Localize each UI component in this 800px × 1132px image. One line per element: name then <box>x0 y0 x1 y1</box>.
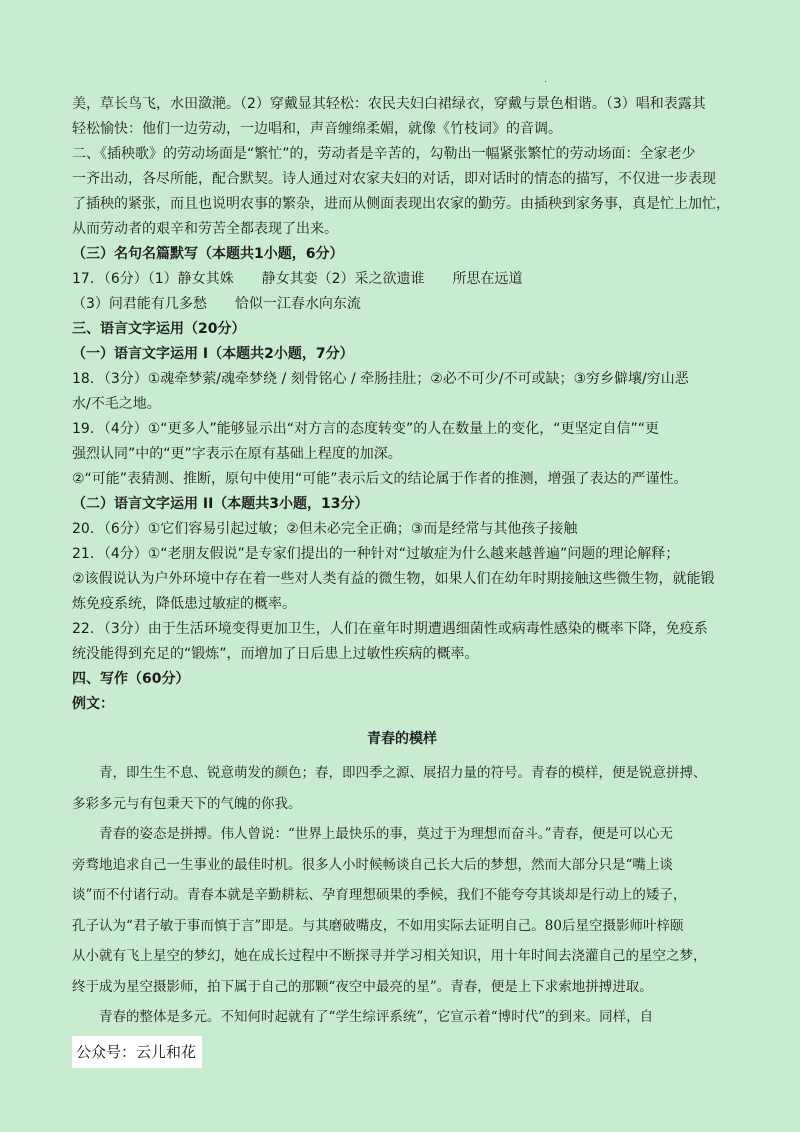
document-page <box>72 92 732 1033</box>
essay-title: 青春的模样 <box>367 731 437 747</box>
q20-line-1: 20．（6分）①它们容易引起过敏；②但未必完全正确；③而是经常与其他孩子接触 <box>72 521 578 537</box>
answer-block <box>72 92 732 242</box>
q21-line-3: 炼免疫系统，降低患过敏症的概率。 <box>72 596 296 612</box>
sub1-heading: （一）语言文字运用 I（本题共2小题，7分） <box>72 346 354 362</box>
q21-line-1: 21．（4分）①“老朋友假说”是专家们提出的一种针对“过敏症为什么越来越普遍”问题的理论解释； <box>72 546 680 562</box>
q18-line-1: 18．（3分）①魂牵梦萦/魂牵梦绕 / 刻骨铭心 / 牵肠挂肚；②必不可少/不可或缺；③穷乡僻壤/穷山恶 <box>72 371 689 387</box>
example-label: 例文： <box>72 696 114 712</box>
q18-line-2: 水/不毛之地。 <box>72 396 161 412</box>
answer-line-5: 了插秧的紧张，而且也说明农事的繁杂，进而从侧面表现出农家的勤劳。由插秧到家务事，真是忙上加忙， <box>72 196 730 212</box>
essay-line-9: 青春的整体是多元。不知何时起就有了“学生综评系统”，它宣示着“博时代”的到来。同样，自 <box>72 1009 654 1025</box>
essay-line-5: 谈”而不付诸行动。青春本就是辛勤耕耘、孕育理想硕果的季候，我们不能夸夸其谈却是行动上的矮子， <box>72 887 687 903</box>
q19-line-3: ②“可能”表猜测、推断，原句中使用“可能”表示后文的结论属于作者的推测，增强了表达的严谨性。 <box>72 471 688 487</box>
essay-line-2: 多彩多元与有包秉天下的气魄的你我。 <box>72 795 302 812</box>
q19-line-1: 19．（4分）①“更多人”能够显示出“对方言的态度转变”的人在数量上的变化，“更坚定自信”“更 <box>72 421 660 437</box>
essay-line-4: 旁骛地追求自己一生事业的最佳时机。很多人小时候畅谈自己长大后的梦想，然而大部分只是“嘴上谈 <box>72 856 673 873</box>
q22-line-2: 统没能得到充足的“锻炼”，而增加了日后患上过敏性疾病的概率。 <box>72 646 479 662</box>
answer-line-3: 二、《插秧歌》的劳动场面是“繁忙”的，劳动者是辛苦的，勾勒出一幅紧张繁忙的劳动场面：全家老少 <box>72 146 696 162</box>
answer-line-1: 美，草长鸟飞，水田潋滟。（2）穿戴显其轻松：农民夫妇白裙绿衣，穿戴与景色相谐。（3）唱和表露其 <box>72 96 706 112</box>
part3-heading: 三、语言文字运用（20分） <box>72 321 246 337</box>
essay-line-8: 终于成为星空摄影师，拍下属于自己的那颗“夜空中最亮的星”。青春，便是上下求索地拼搏进取。 <box>72 978 653 995</box>
q17-line-1: 17．（6分）（1）静女其姝 静女其娈（2）采之欲遗谁 所思在远道 <box>72 271 523 287</box>
answer-line-6: 从而劳动者的艰辛和劳苦全都表现了出来。 <box>72 221 338 237</box>
essay-line-6: 孔子认为“君子敏于事而慎于言”即是。与其磨破嘴皮，不如用实际去证明自己。80后星空摄影师叶梓颐 <box>72 917 684 934</box>
essay-line-1: 青，即生生不息、锐意萌发的颜色；春，即四季之源、展招力量的符号。青春的模样，便是锐意拼搏、 <box>72 765 707 781</box>
q17-line-2: （3）问君能有几多愁 恰似一江春水向东流 <box>72 296 361 312</box>
essay-line-7: 从小就有飞上星空的梦幻，她在成长过程中不断探寻并学习相关知识，用十年时间去浇灌自己的星空之梦， <box>72 948 707 964</box>
wechat-account-badge: 公众号：云儿和花 <box>72 1036 202 1068</box>
q19-line-2: 强烈认同”中的“更”字表示在原有基础上程度的加深。 <box>72 446 402 462</box>
sub2-heading: （二）语言文字运用 II（本题共3小题，13分） <box>72 496 369 512</box>
section3-heading: （三）名句名篇默写（本题共1小题，6分） <box>72 246 344 262</box>
answer-line-2: 轻松愉快：他们一边劳动，一边唱和，声音缠绵柔媚，就像《竹枝词》的音调。 <box>72 121 562 137</box>
q22-line-1: 22．（3分）由于生活环境变得更加卫生，人们在童年时期遭遇细菌性或病毒性感染的概率下降，免疫系 <box>72 621 708 637</box>
stray-dot: . <box>544 74 548 85</box>
q21-line-2: ②该假说认为户外环境中存在着一些对人类有益的微生物，如果人们在幼年时期接触这些微生物，就能锻 <box>72 571 715 587</box>
part4-heading: 四、写作（60分） <box>72 671 190 687</box>
essay-line-3: 青春的姿态是拼搏。伟人曾说：“世界上最快乐的事，莫过于为理想而奋斗。”青春，便是可以心无 <box>72 826 674 842</box>
answer-line-4: 一齐出动，各尽所能，配合默契。诗人通过对农家夫妇的对话，即对话时的情态的描写，不仅进一步表现 <box>72 171 716 187</box>
essay-body <box>72 758 732 1033</box>
